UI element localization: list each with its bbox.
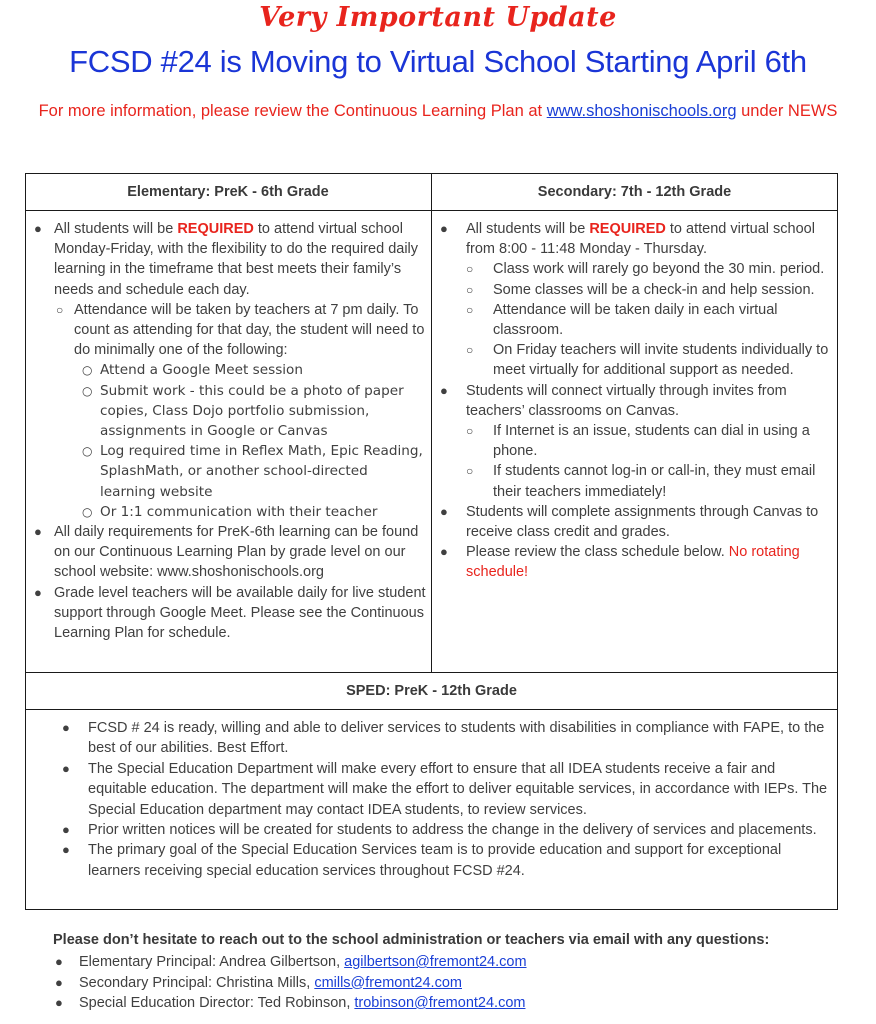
list-item: ● Prior written notices will be created for students to address the change in the delivery of services and placements. xyxy=(62,822,817,839)
contact-item: ● Elementary Principal: Andrea Gilbertson, agilbertson@fremont24.com xyxy=(55,954,527,970)
table-divider-sped-top xyxy=(25,672,838,673)
sped-header: SPED: PreK - 12th Grade xyxy=(346,683,517,699)
required-emphasis: REQUIRED xyxy=(589,221,666,237)
table-divider-columns xyxy=(431,173,432,672)
list-item: ● Students will complete assignments through Canvas to receive class credit and grades. xyxy=(440,503,819,541)
contact-heading: Please don’t hesitate to reach out to the school administration or teachers via email with any questions: xyxy=(53,932,770,948)
headline: FCSD #24 is Moving to Virtual School Starting April 6th xyxy=(69,44,807,79)
info-text-before: For more information, please review the Continuous Learning Plan at xyxy=(38,102,547,120)
info-line xyxy=(30,101,846,122)
list-item: ○ Or 1:1 communication with their teacher xyxy=(82,503,378,520)
email-link[interactable]: trobinson@fremont24.com xyxy=(354,995,526,1011)
list-item: ○ Attendance will be taken daily in each virtual classroom. xyxy=(466,301,778,339)
list-item: ● All students will be REQUIRED to attend virtual school Monday-Friday, with the flexibility to do the required daily learning in the timeframe that best meets their family’s needs and schedule each day. xyxy=(34,221,419,298)
contact-item: ● Secondary Principal: Christina Mills, cmills@fremont24.com xyxy=(55,974,462,991)
list-item: ○ If students cannot log-in or call-in, they must email their teachers immediately! xyxy=(466,463,816,500)
contact-list xyxy=(53,952,527,1014)
list-item: ○ Attend a Google Meet session xyxy=(82,362,303,379)
list-item: ● Please review the class schedule below. No rotating schedule! xyxy=(440,544,800,581)
list-item: ● The Special Education Department will make every effort to ensure that all IDEA students receive a fair and equitable education. The department will make the effort to deliver equitable services, in accordance with IEPs. The Special Education department may contact IDEA students, to review services. xyxy=(62,760,828,818)
no-rotating-note: No rotating schedule! xyxy=(466,544,800,581)
contact-item: ● Special Education Director: Ted Robinson, trobinson@fremont24.com xyxy=(55,995,526,1011)
info-text-after: under NEWS xyxy=(736,102,838,120)
list-item: ○ If Internet is an issue, students can dial in using a phone. xyxy=(466,423,810,460)
email-link[interactable]: agilbertson@fremont24.com xyxy=(344,954,527,970)
list-item: ● Students will connect virtually through invites from teachers’ classrooms on Canvas. xyxy=(440,382,787,419)
list-item: ● All daily requirements for PreK-6th learning can be found on our Continuous Learning Plan by grade level on our school website: www.shoshonischools.org xyxy=(34,524,419,581)
list-item: ● The primary goal of the Special Education Services team is to provide education and support for exceptional learners receiving special education services throughout FCSD #24. xyxy=(62,842,782,879)
secondary-header: Secondary: 7th - 12th Grade xyxy=(537,184,732,200)
sped-content xyxy=(58,718,828,881)
required-emphasis: REQUIRED xyxy=(177,221,254,237)
list-item: ○ Submit work - this could be a photo of paper copies, Class Dojo portfolio submission, assignments in Google or Canvas xyxy=(82,382,404,440)
list-item: ● All students will be REQUIRED to attend virtual school from 8:00 - 11:48 Monday - Thursday. xyxy=(440,221,815,258)
elementary-content xyxy=(28,219,426,643)
list-item: ○ Attendance will be taken by teachers at 7 pm daily. To count as attending for that day, the student will need to do minimally one of the following: xyxy=(56,301,425,359)
list-item: ○ Some classes will be a check-in and help session. xyxy=(466,281,815,298)
email-link[interactable]: cmills@fremont24.com xyxy=(314,974,462,991)
list-item: ● Grade level teachers will be available daily for live student support through Google Meet. Please see the Continuous Learning Plan for schedule. xyxy=(34,584,426,642)
info-website-link[interactable]: www.shoshonischools.org xyxy=(546,102,737,120)
list-item: ○ On Friday teachers will invite students individually to meet virtually for additional support as needed. xyxy=(466,342,829,379)
banner-title: Very Important Update xyxy=(259,2,617,33)
list-item: ● FCSD # 24 is ready, willing and able to deliver services to students with disabilities in compliance with FAPE, to the best of our abilities. Best Effort. xyxy=(62,720,825,757)
secondary-content xyxy=(438,219,833,583)
list-item: ○ Class work will rarely go beyond the 30 min. period. xyxy=(466,261,825,278)
list-item: ○ Log required time in Reflex Math, Epic Reading, SplashMath, or another school-directed learning website xyxy=(82,443,423,500)
elementary-header: Elementary: PreK - 6th Grade xyxy=(127,184,329,200)
table-divider-sped-header xyxy=(25,709,838,710)
